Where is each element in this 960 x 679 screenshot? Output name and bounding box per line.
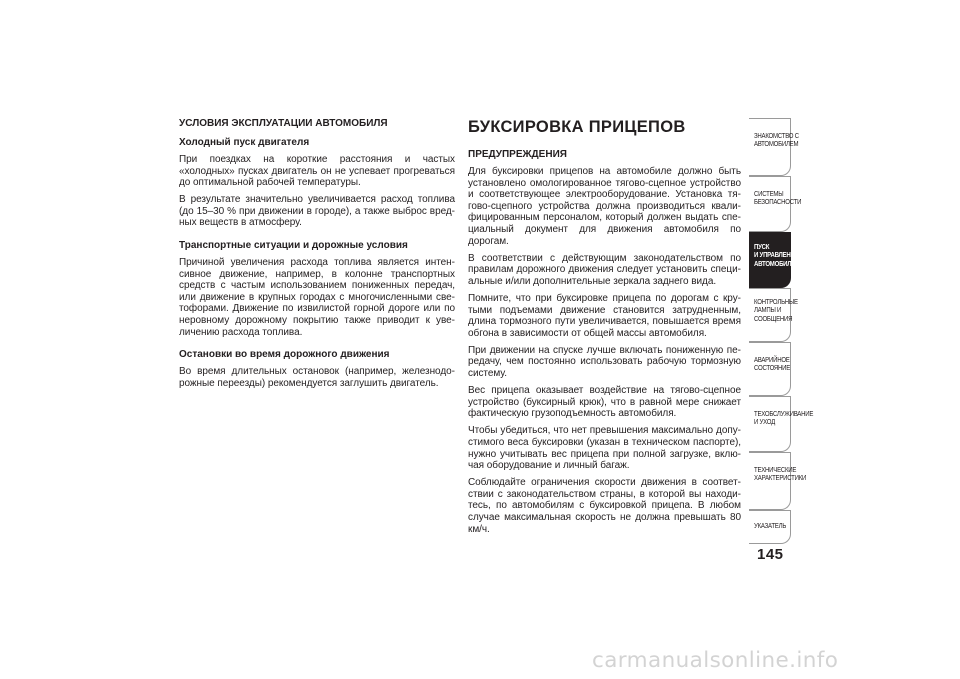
tab-emergency[interactable] xyxy=(749,342,791,396)
tab-label-line: АВТОМОБИЛЕМ xyxy=(754,139,799,149)
tab-label-line: И УПРАВЛЕНИЕ xyxy=(754,250,799,260)
tab-label-line: АВТОМОБИЛЕМ xyxy=(754,258,800,268)
cold-start-paragraph-1: При поездках на короткие расстояния и частых «холодных» пусках двигатель он не успевает прогреваться до оптимальной рабочей температуры. xyxy=(179,154,455,189)
warning-paragraph-1: Для буксировки прицепов на автомобиле должно быть установлено омологированное тягово-сцепное устройство и соответствующее электрооборудование. Установка тягово-сцепного устройства должна производиться квалифицированным персоналом, который должен выдать специальный документ для движения автомобиля по дорогам. xyxy=(468,166,741,247)
right-column xyxy=(468,118,741,541)
warning-paragraph-5: Вес прицепа оказывает воздействие на тягово-сцепное устройство (буксирный крюк), что в равной мере снижает фактическую грузоподъемность автомобиля. xyxy=(468,385,741,420)
warning-paragraph-4: При движении на спуске лучше включать пониженную передачу, чем постоянно использовать рабочую тормозную систему. xyxy=(468,344,741,379)
stops-paragraph: Во время длительных остановок (например, железнодорожные переезды) рекомендуется заглушить двигатель. xyxy=(179,366,455,389)
tab-maintenance[interactable] xyxy=(749,396,814,452)
tab-label-line: АВАРИЙНОЕ xyxy=(754,355,790,364)
cold-start-paragraph-2: В результате значительно увеличивается расход топлива (до 15–30 % при движении в городе), а также выброс вредных веществ в атмосферу. xyxy=(179,194,455,229)
warnings-heading: ПРЕДУПРЕЖДЕНИЯ xyxy=(468,149,567,160)
tab-index[interactable] xyxy=(749,510,791,544)
tab-label-line: ТЕХОБСЛУЖИВАНИЕ xyxy=(754,409,814,418)
warning-paragraph-2: В соответствии с действующим законодательством по правилам дорожного движения следует установить специальные и/или дополнительные зеркала заднего вида. xyxy=(468,252,741,287)
tab-starting-and-driving[interactable] xyxy=(749,232,800,288)
traffic-conditions-heading: Транспортные ситуации и дорожные условия xyxy=(179,240,408,252)
warning-paragraph-6: Чтобы убедиться, что нет превышения максимально допустимого веса буксировки (указан в техническом паспорте), нужно учитывать вес прицепа при полной загрузке, включая оборудование и личный багаж. xyxy=(468,425,741,472)
tab-label-line: ХАРАКТЕРИСТИКИ xyxy=(754,473,807,483)
page-title: БУКСИРОВКА ПРИЦЕПОВ xyxy=(468,118,686,136)
stops-heading: Остановки во время дорожного движения xyxy=(179,349,390,361)
tab-label-line: КОНТРОЛЬНЫЕ xyxy=(754,297,798,306)
tab-warning-lights[interactable] xyxy=(749,288,798,342)
page-number: 145 xyxy=(757,546,784,563)
tab-getting-to-know-car[interactable] xyxy=(749,118,799,176)
warning-paragraph-7: Соблюдайте ограничения скорости движения в соответствии с законодательством страны, в которой вы находитесь, по автомобилям с буксировкой прицепа. В любом случае максимальная скорость не должна превышать 80 км/ч. xyxy=(468,477,741,535)
watermark: carmanualsonline.info xyxy=(592,648,839,673)
tab-label-line: СИСТЕМЫ xyxy=(754,189,784,198)
tab-label-line: СОСТОЯНИЕ xyxy=(754,363,791,373)
tab-label-line: УКАЗАТЕЛЬ xyxy=(754,521,787,530)
tab-label-line: БЕЗОПАСНОСТИ xyxy=(754,197,802,207)
tab-technical-specs[interactable] xyxy=(749,452,807,510)
tab-safety-systems[interactable] xyxy=(749,176,802,232)
traffic-conditions-paragraph: Причиной увеличения расхода топлива является интенсивное движение, например, в колонне транспортных средств с частым использованием пониженных передач, или движение в крупных городах с многочисленными светофорами. Движение по извилистой горной дороге или по неровному дорожному покрытию также приводит к увеличению расхода топлива. xyxy=(179,257,455,338)
cold-start-heading: Холодный пуск двигателя xyxy=(179,137,310,148)
left-column xyxy=(179,118,455,395)
warning-paragraph-3: Помните, что при буксировке прицепа по дорогам с крутыми подъемами движение становится затрудненным, длина тормозного пути увеличивается, повышается время обгона в зависимости от общей массы автомобиля. xyxy=(468,292,741,339)
tab-label-line: ЗНАКОМСТВО С xyxy=(754,131,799,140)
tab-label-line: ЛАМПЫ И xyxy=(754,305,782,315)
tab-label-line: И УХОД xyxy=(754,417,775,427)
tab-label-line: ТЕХНИЧЕСКИЕ xyxy=(754,465,797,474)
tab-label-line: СООБЩЕНИЯ xyxy=(754,313,793,323)
section-title: УСЛОВИЯ ЭКСПЛУАТАЦИИ АВТОМОБИЛЯ xyxy=(179,118,388,129)
tab-label-line: ПУСК xyxy=(754,242,770,251)
